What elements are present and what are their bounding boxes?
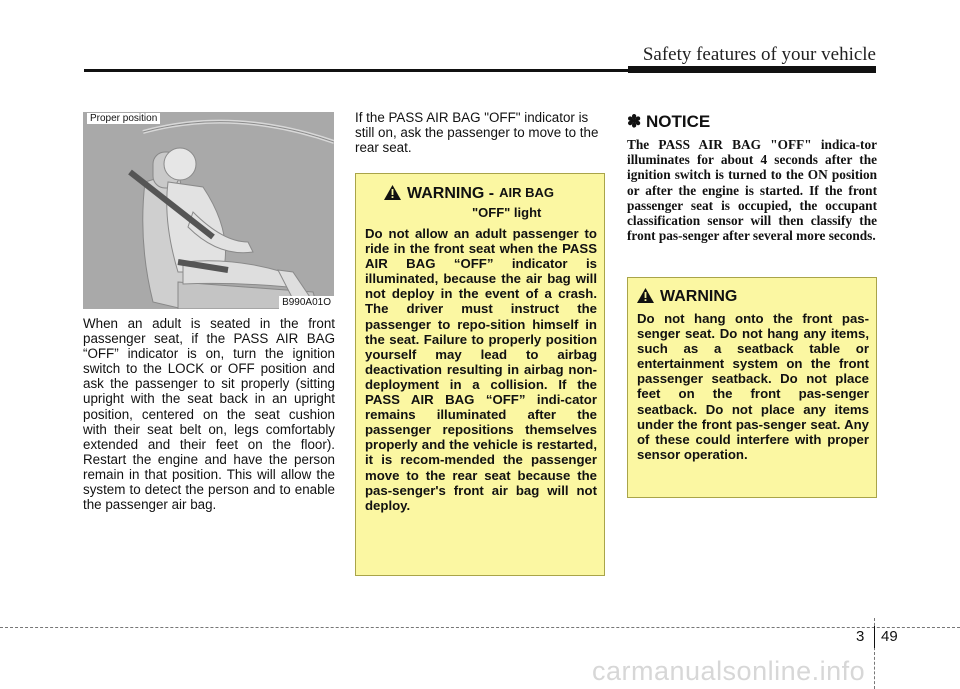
warning-heading xyxy=(384,185,554,205)
adult-passenger-paragraph: When an adult is seated in the front passenger seat, if the PASS AIR BAG “OFF” indicator is on, turn the ignition switch to the LOCK or OFF position and ask the passenger to sit properly (sitting upright with the seat back in an upright position, centered on the seat cushion with their seat belt on, legs comfortably extended and their feet on the floor). Restart the engine and have the person remain in that position. This will allow the system to detect the person and to enable the passenger air bag. xyxy=(83,316,335,513)
header-rule-accent xyxy=(628,66,876,73)
section-title: Safety features of your vehicle xyxy=(642,44,876,65)
warning-subtitle-line2: "OFF" light xyxy=(472,205,542,220)
footer-rule xyxy=(0,627,960,628)
warning-title: WARNING - xyxy=(407,185,495,202)
warning-heading xyxy=(637,288,737,308)
figure-id: B990A01O xyxy=(279,296,334,309)
rear-seat-paragraph: If the PASS AIR BAG "OFF" indicator is still on, ask the passenger to move to the rear seat. xyxy=(355,110,599,156)
warning-body: Do not hang onto the front pas-senger seat. Do not hang any items, such as a seatback table or entertainment system on the front passenger seatback. Do not place feet on the front pas-senger seatback. Do not place any items under the front pas-senger seat. Any of these could interfere with proper sensor operation. xyxy=(637,311,869,462)
watermark: carmanualsonline.info xyxy=(592,656,866,686)
airbag-off-light-warning-box xyxy=(355,173,605,576)
warning-body: Do not allow an adult passenger to ride in the front seat when the PASS AIR BAG “OFF” indicator is illuminated, because the air bag will not deploy in the event of a crash. The driver must instruct the passenger to repo-sition himself in the seat. Failure to properly position yourself may lead to airbag deactivation resulting in airbag non-deployment in a collision. If the PASS AIR BAG “OFF” indi-cator remains illuminated after the passenger repositions themselves properly and the vehicle is restarted, it is recom-mended the passenger move to the rear seat because the pas-senger's front air bag will not deploy. xyxy=(365,226,597,513)
warning-title: WARNING xyxy=(660,288,738,305)
warning-triangle-icon xyxy=(384,185,401,205)
notice-title: NOTICE xyxy=(645,112,711,131)
figure-caption-proper-position: Proper position xyxy=(87,113,160,124)
page-number: 49 xyxy=(881,628,898,645)
seating-illustration xyxy=(83,112,334,309)
notice-heading xyxy=(627,112,710,132)
notice-body: The PASS AIR BAG "OFF" indica-tor illuminates for about 4 seconds after the ignition switch is turned to the ON position or after the engine is started. If the front passenger seat is occupied, the occupant classification sensor will then classify the front pas-senger after several more seconds. xyxy=(627,137,877,244)
occupant-figure-drawing xyxy=(83,112,334,309)
chapter-number: 3 xyxy=(856,628,865,645)
page-number-divider xyxy=(874,626,875,648)
warning-triangle-icon xyxy=(637,288,654,308)
seatback-warning-box xyxy=(627,277,877,498)
notice-star-icon: ✽ xyxy=(627,112,642,131)
warning-subtitle-line1: AIR BAG xyxy=(499,185,554,200)
